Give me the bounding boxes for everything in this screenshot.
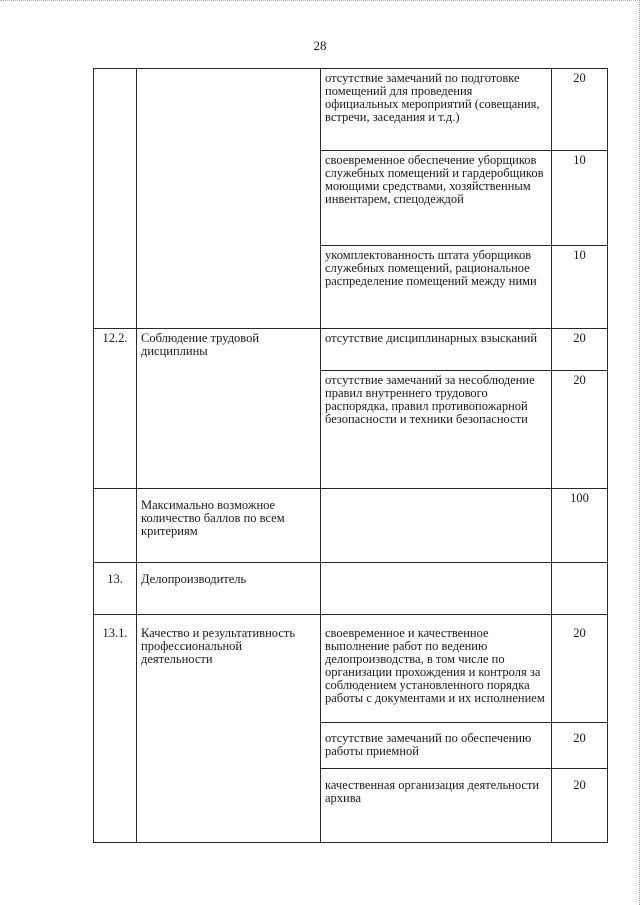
item-number-cell: 12.2. [94,329,137,489]
table-row [94,615,608,723]
indicator-cell: отсутствие замечаний по подготовке помещений для проведения официальных мероприятий (совещания, встречи, заседания и т.д.) [321,69,552,151]
points-cell: 20 [552,615,608,723]
indicator-cell: своевременное и качественное выполнение работ по ведению делопроизводства, в том числе по организации прохождения и контроля за соблюдением установленного порядка работы с документами и их исполнением [321,615,552,723]
scan-edge-top [0,0,640,2]
points-cell: 20 [552,69,608,151]
table-row-section [94,563,608,615]
indicator-cell [321,489,552,563]
points-cell: 20 [552,769,608,843]
criteria-table [93,68,608,843]
points-cell: 10 [552,151,608,246]
indicator-cell: качественная организация деятельности архива [321,769,552,843]
table-row [94,329,608,371]
criterion-name-cell: Делопроизводитель [137,563,321,615]
points-cell [552,563,608,615]
points-cell: 20 [552,371,608,489]
criterion-name-cell: Соблюдение трудовой дисциплины [137,329,321,489]
indicator-cell [321,563,552,615]
item-number-cell [94,69,137,329]
indicator-cell: своевременное обеспечение уборщиков служебных помещений и гардеробщиков моющими средствами, хозяйственным инвентарем, спецодеждой [321,151,552,246]
points-cell: 20 [552,329,608,371]
table-row [94,69,608,151]
indicator-cell: отсутствие замечаний по обеспечению работы приемной [321,723,552,769]
indicator-cell: укомплектованность штата уборщиков служебных помещений, рациональное распределение помещений между ними [321,246,552,329]
criterion-name-cell [137,69,321,329]
indicator-cell: отсутствие дисциплинарных взысканий [321,329,552,371]
points-cell: 100 [552,489,608,563]
item-number-cell: 13. [94,563,137,615]
table-row-total [94,489,608,563]
page-number: 28 [313,38,327,53]
indicator-cell: отсутствие замечаний за несоблюдение правил внутреннего трудового распорядка, правил противопожарной безопасности и техники безопасности [321,371,552,489]
criterion-name-cell: Максимально возможное количество баллов по всем критериям [137,489,321,563]
item-number-cell [94,489,137,563]
points-cell: 10 [552,246,608,329]
criterion-name-cell: Качество и результативность профессиональной деятельности [137,615,321,843]
points-cell: 20 [552,723,608,769]
item-number-cell: 13.1. [94,615,137,843]
